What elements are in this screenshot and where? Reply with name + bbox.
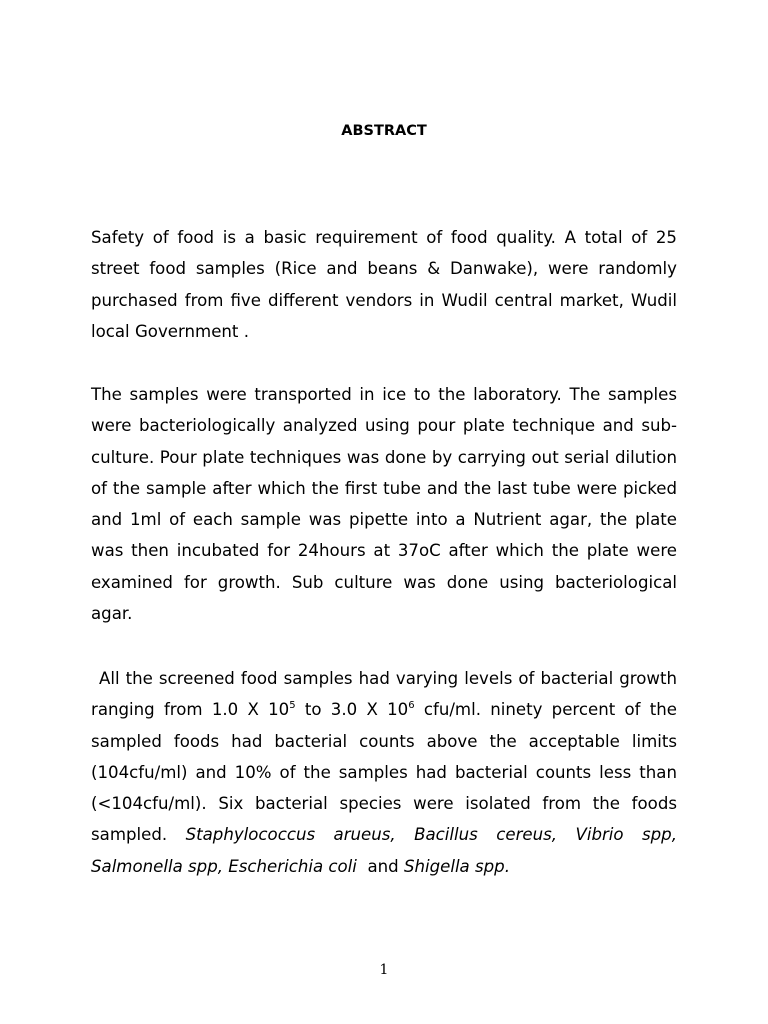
paragraph-3-text-b: to 3.0 X 10	[295, 700, 409, 720]
exponent-5: 5	[289, 700, 296, 712]
exponent-6: 6	[408, 700, 415, 712]
abstract-paragraph-3	[91, 663, 677, 882]
paragraph-3-text-a: All the screened food samples had varying levels of bacterial growth ranging from 1.0 X 10	[91, 669, 677, 720]
paragraph-3-text-c: cfu/ml. ninety percent of the sampled foods had bacterial counts above the acceptable limits (104cfu/ml) and 10% of the samples had bacterial counts less than (<104cfu/ml). Six bacterial species were isolated from the foods sampled.	[91, 700, 677, 845]
abstract-paragraph-1: Safety of food is a basic requirement of food quality. A total of 25 street food samples (Rice and beans & Danwake), were randomly purchased from five different vendors in Wudil central market, Wudil local Government .	[91, 228, 677, 341]
last-species: Shigella spp.	[403, 856, 510, 876]
species-list: Staphylococcus arueus, Bacillus cereus, Vibrio spp, Salmonella spp, Escherichia coli	[91, 825, 677, 876]
species-connector: and	[356, 856, 404, 876]
page-number: 1	[379, 962, 389, 978]
abstract-heading: ABSTRACT	[341, 123, 427, 139]
abstract-paragraph-2: The samples were transported in ice to the laboratory. The samples were bacteriologically analyzed using pour plate technique and sub-culture. Pour plate techniques was done by carrying out serial dilution of the sample after which the first tube and the last tube were picked and 1ml of each sample was pipette into a Nutrient agar, the plate was then incubated for 24hours at 37oC after which the plate were examined for growth. Sub culture was done using bacteriological agar.	[91, 385, 677, 624]
